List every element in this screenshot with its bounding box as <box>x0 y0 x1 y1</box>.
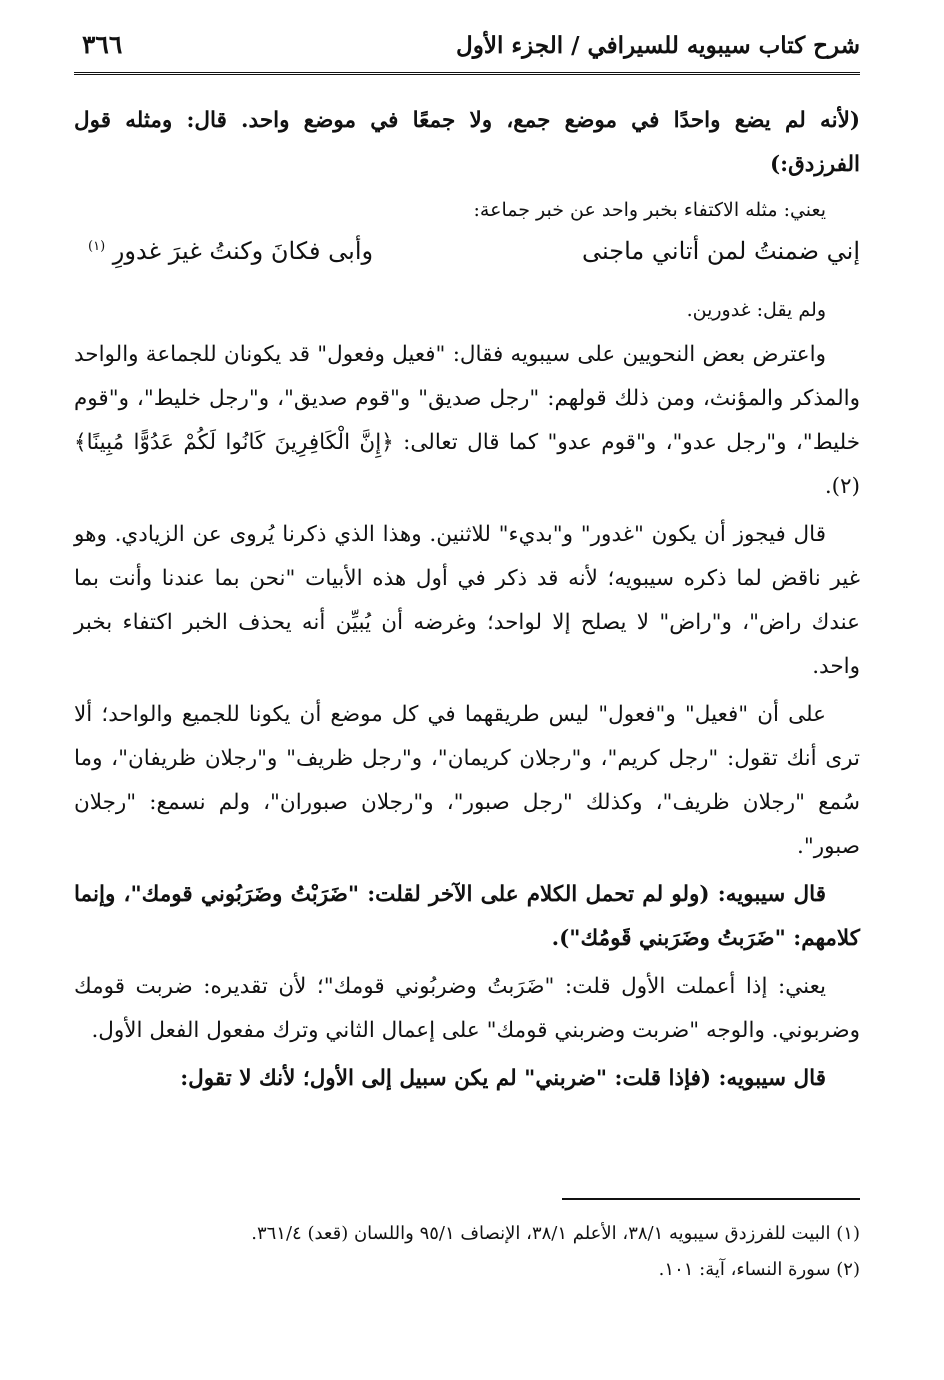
footnote-separator <box>562 1198 860 1200</box>
paragraph: ولم يقل: غدورين. <box>686 299 826 321</box>
paragraph: قال سيبويه: (فإذا قلت: "ضربني" لم يكن سبيل إلى الأول؛ لأنك لا تقول: <box>180 1066 826 1091</box>
running-header <box>74 20 860 75</box>
page-number: ٣٦٦ <box>82 30 123 59</box>
paragraph: على أن "فعيل" و"فعول" ليس طريقهما في كل موضع أن يكونا للجميع والواحد؛ ألا ترى أنك تقول: "رجل كريم"، و"رجلان كريمان"، و"رجل ظريف" و"رجلان ظريفان"، وما سُمع "رجلان ظريف"، وكذلك "رجل صبور"، و"رجلان صبوران"، ولم نسمع: "رجلان صبور". <box>74 702 860 859</box>
paragraph: يعني: مثله الاكتفاء بخبر واحد عن خبر جماعة: <box>473 199 826 221</box>
footnote-marker: (١) <box>88 239 106 254</box>
paragraph: (لأنه لم يضع واحدًا في موضع جمع، ولا جمعًا في موضع واحد. قال: ومثله قول الفرزدق:) <box>74 108 860 177</box>
paragraph: قال فيجوز أن يكون "غدور" و"بديء" للاثنين. وهذا الذي ذكرنا يُروى عن الزيادي. وهو غير ناقض لما ذكره سيبويه؛ لأنه قد ذكر في أول هذه الأبيات "نحن بما عندنا وأنت بما عندك راض"، و"راض" لا يصلح إلا لواحد؛ وغرضه أن يُبيِّن أنه يحذف الخبر اكتفاء بخبر واحد. <box>74 522 860 679</box>
verse-first-hemistich: إني ضمنتُ لمن أتاني ماجنى <box>582 237 860 265</box>
verse-second-text: وأبى فكانَ وكنتُ غيرَ غدورِ <box>112 237 374 265</box>
book-page <box>74 20 860 1350</box>
paragraph: يعني: إذا أعملت الأول قلت: "ضَرَبتُ وضربُوني قومك"؛ لأن تقديره: ضربت قومك وضربوني. والوجه "ضربت وضربني قومك" على إعمال الثاني وترك مفعول الفعل الأول. <box>74 974 860 1043</box>
footnotes <box>74 1216 860 1288</box>
poetry-verse <box>74 233 860 283</box>
verse-second-hemistich <box>88 237 373 265</box>
footnote: (٢) سورة النساء، آية: ١٠١. <box>658 1259 860 1280</box>
footnote: (١) البيت للفرزدق سيبويه ٣٨/١، الأعلم ٣٨/١، الإنصاف ٩٥/١ واللسان (قعد) ٣٦١/٤. <box>251 1223 860 1244</box>
paragraph: واعترض بعض النحويين على سيبويه فقال: "فعيل وفعول" قد يكونان للجماعة والواحد والمذكر والمؤنث، ومن ذلك قولهم: "رجل صديق" و"قوم صديق"، و"رجل خليط"، و"قوم خليط"، و"رجل عدو"، و"قوم عدو" كما قال تعالى: ﴿إِنَّ الْكَافِرِينَ كَانُوا لَكُمْ عَدُوًّا مُبِينًا﴾(٢). <box>74 342 860 499</box>
running-title: شرح كتاب سيبويه للسيرافي / الجزء الأول <box>456 32 860 59</box>
paragraph: قال سيبويه: (ولو لم تحمل الكلام على الآخر لقلت: "ضَرَبْتُ وضَرَبُوني قومك"، وإنما كلامهم: "ضَرَبتُ وضَرَبني قَومُك"). <box>74 882 860 951</box>
main-text <box>74 75 860 1101</box>
